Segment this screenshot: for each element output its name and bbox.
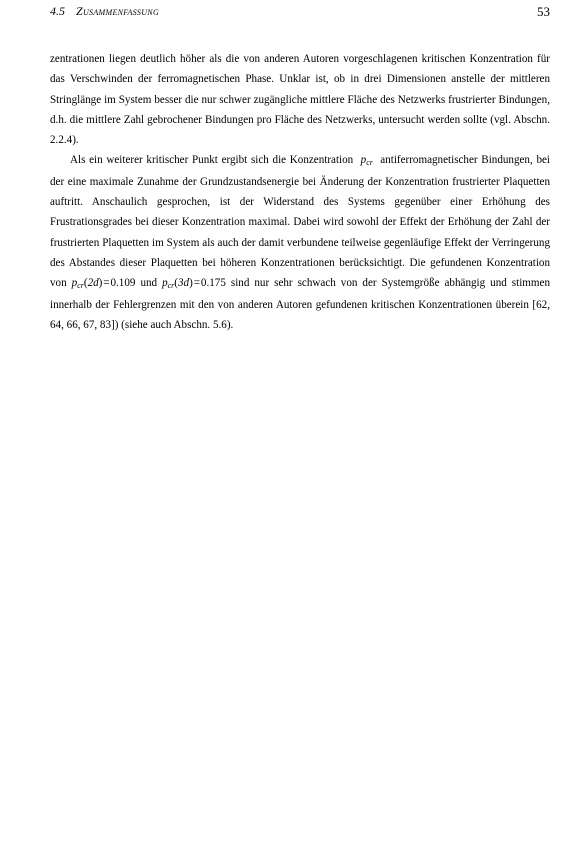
page-number: 53: [537, 4, 550, 19]
body-text: [50, 49, 550, 335]
formula-p-cr-2d: pcr(2d) = 0.109: [71, 277, 136, 291]
formula-p-cr: pcr: [360, 154, 373, 168]
formula-p-cr-3d: pcr(3d) = 0.175: [162, 277, 226, 291]
section-number: 4.5: [50, 4, 65, 18]
paragraph-1: zentrationen liegen deutlich höher als die von anderen Autoren vorgeschlagenen kritischen Konzentration für das Verschwinden der ferromagnetischen Phase. Unklar ist, ob in drei Dimensionen anstelle der mittleren Stringlänge im System besser die nur schwer zugängliche mittlere Fläche des Netzwerks frustrierter Bindungen, d.h. die mittlere Zahl gebrochener Bindungen pro Fläche des Netzwerks, untersucht werden sollte (vgl. Abschn. 2.2.4).: [50, 53, 550, 147]
section-title: Zusammenfassung: [76, 4, 160, 18]
paragraph-2-part-2: antiferromagnetischer Bindungen, bei der eine maximale Zunahme der Grundzustandsenergie bei Änderung der Konzentration frustrierter Plaquetten auftritt. Anschaulich gesprochen, ist der Widerstand des Systems gegenüber einer Erhöhung des Frustrationsgrades bei dieser Konzentration maximal. Dabei wird sowohl der Effekt der Erhöhung der Zahl der frustrierten Plaquetten im System als auch der damit verbundene teilweise gegenläufige Effekt der Verringerung des Abstandes dieser Plaquetten bei höheren Konzentrationen berücksichtigt. Die gefundenen Konzentration von: [50, 154, 551, 290]
paragraph-2-part-3: sind nur sehr schwach von der Systemgröße abhängig und stimmen innerhalb der Fehlergrenzen mit den von anderen Autoren gefundenen kritischen Konzentrationen überein [62, 64, 66, 67, 83]) (siehe auch Abschn. 5.6).: [50, 277, 551, 331]
conjunction: und: [140, 277, 158, 290]
paragraph-2: [50, 150, 550, 335]
running-header: [50, 4, 550, 20]
paragraph-2-part-1: Als ein weiterer kritischer Punkt ergibt sich die Konzentration: [70, 154, 354, 167]
